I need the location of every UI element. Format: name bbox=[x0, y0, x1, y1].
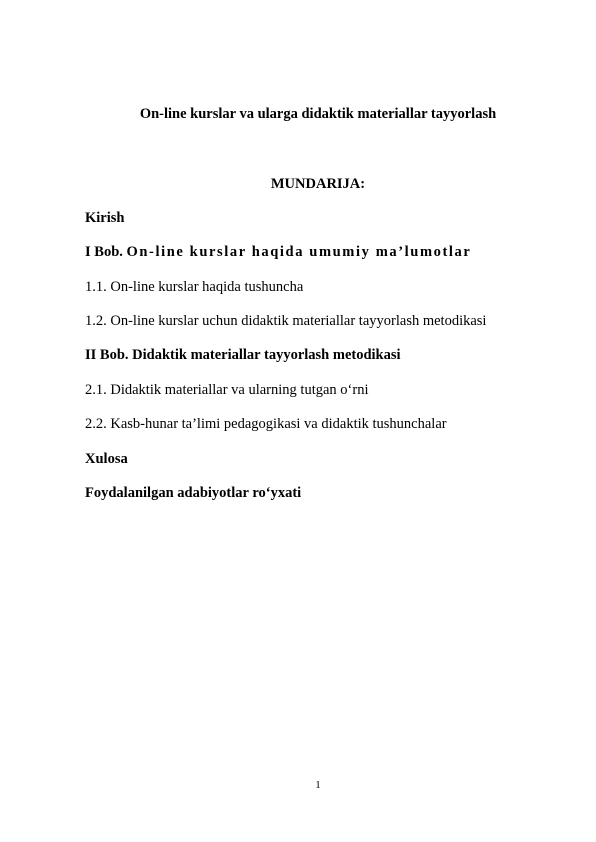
toc-item-chapter-1 bbox=[85, 244, 471, 261]
page-number: 1 bbox=[315, 779, 321, 791]
toc-item-section-1-1: 1.1. On-line kurslar haqida tushuncha bbox=[85, 279, 304, 295]
toc-item-conclusion: Xulosa bbox=[85, 451, 128, 467]
toc-item-references: Foydalanilgan adabiyotlar ro‘yxati bbox=[85, 485, 302, 501]
chapter-1-title: On-line kurslar haqida umumiy ma’lumotlar bbox=[126, 244, 472, 260]
toc-item-intro: Kirish bbox=[85, 210, 125, 226]
toc-item-chapter-2: II Bob. Didaktik materiallar tayyorlash metodikasi bbox=[85, 347, 401, 363]
toc-item-section-1-2: 1.2. On-line kurslar uchun didaktik materiallar tayyorlash metodikasi bbox=[85, 313, 487, 329]
toc-item-section-2-2: 2.2. Kasb-hunar ta’limi pedagogikasi va didaktik tushunchalar bbox=[85, 416, 447, 432]
toc-heading: MUNDARIJA: bbox=[270, 176, 366, 192]
toc-item-section-2-1: 2.1. Didaktik materiallar va ularning tutgan o‘rni bbox=[85, 382, 369, 398]
chapter-1-prefix: I Bob. bbox=[85, 244, 123, 260]
document-title: On-line kurslar va ularga didaktik materiallar tayyorlash bbox=[139, 106, 497, 122]
